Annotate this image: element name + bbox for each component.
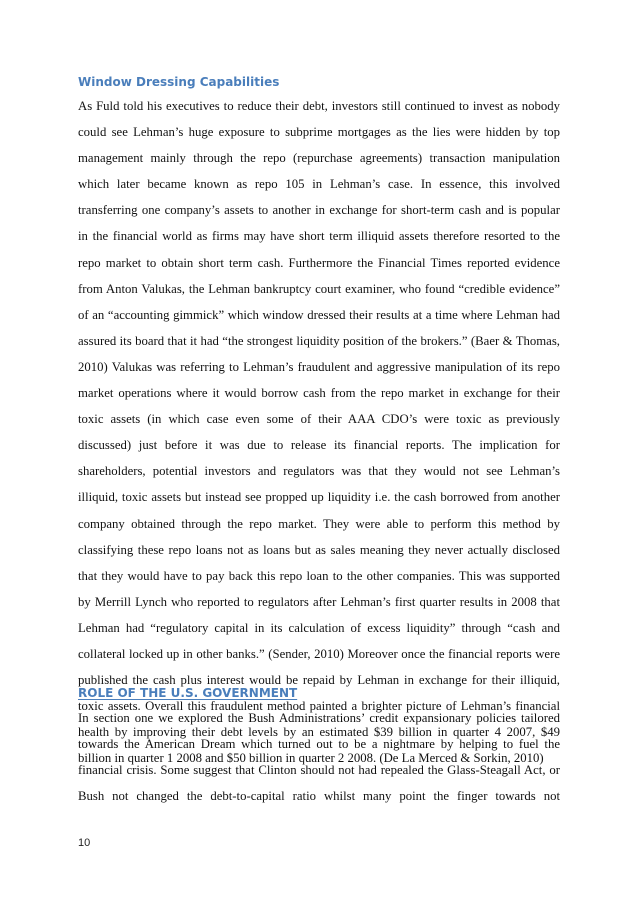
text-line: classifying these repo loans not as loans but as sales meaning they never actually disclosed	[78, 542, 560, 557]
text-line: health by improving their debt levels by an estimated $39 billion in quarter 4 2007, $49	[78, 725, 560, 740]
section-heading-window-dressing: Window Dressing Capabilities	[78, 75, 280, 89]
paragraph-us-government	[78, 705, 560, 809]
text-line: Lehman had “regulatory capital in its calculation of excess liquidity” through “cash and	[78, 620, 560, 635]
text-line: market operations where it would borrow cash from the repo market in exchange for their	[78, 386, 560, 401]
text-line: which later became known as repo 105 in Lehman’s case. In essence, this involved	[78, 177, 560, 192]
text-line: toxic assets (in which case even some of their AAA CDO’s were toxic as previously	[78, 412, 560, 427]
text-line: towards the American Dream which turned out to be a nightmare by helping to fuel the	[78, 737, 560, 752]
text-line: from Anton Valukas, the Lehman bankruptcy court examiner, who found “credible evidence”	[78, 281, 560, 296]
text-line: company obtained through the repo market. They were able to perform this method by	[78, 516, 560, 531]
text-line: in the financial world as firms may have short term illiquid assets therefore resorted to the	[78, 229, 560, 244]
text-line: assured its board that it had “the strongest liquidity position of the brokers.” (Baer & Thomas,	[78, 333, 560, 348]
text-line: toxic assets. Overall this fraudulent method painted a brighter picture of Lehman’s financial	[78, 699, 560, 714]
section-heading-us-government: ROLE OF THE U.S. GOVERNMENT	[78, 686, 298, 700]
text-line: repo market to obtain short term cash. Furthermore the Financial Times reported evidence	[78, 255, 560, 270]
text-line: of an “accounting gimmick” which window dressed their results at a time where Lehman had	[78, 307, 560, 322]
text-line: In section one we explored the Bush Administrations’ credit expansionary policies tailored	[78, 711, 560, 725]
text-line: collateral locked up in other banks.” (Sender, 2010) Moreover once the financial reports were	[78, 646, 560, 661]
text-line: that they would have to pay back this repo loan to the other companies. This was supported	[78, 568, 560, 583]
text-line: illiquid, toxic assets but instead see propped up liquidity i.e. the cash borrowed from another	[78, 490, 560, 505]
text-line: billion in quarter 1 2008 and $50 billion in quarter 2 2008. (De La Merced & Sorkin, 2010)	[78, 751, 544, 766]
text-line: could see Lehman’s huge exposure to subprime mortgages as the lies were hidden by top	[78, 125, 560, 140]
text-line: As Fuld told his executives to reduce their debt, investors still continued to invest as nobody	[78, 99, 560, 113]
text-line: 2010) Valukas was referring to Lehman’s fraudulent and aggressive manipulation of its repo	[78, 359, 560, 374]
text-line: transferring one company’s assets to another in exchange for short-term cash and is popular	[78, 203, 560, 218]
text-line: shareholders, potential investors and regulators was that they would not see Lehman’s	[78, 464, 560, 479]
text-line: management mainly through the repo (repurchase agreements) transaction manipulation	[78, 151, 560, 166]
text-line: discussed) just before it was due to release its financial reports. The implication for	[78, 438, 560, 453]
text-line: by Merrill Lynch who reported to regulators after Lehman’s first quarter results in 2008 that	[78, 594, 560, 609]
text-line: Bush not changed the debt-to-capital ratio whilst many point the finger towards not	[78, 789, 560, 804]
page-number: 10	[78, 837, 91, 849]
text-line: published the cash plus interest would be repaid by Lehman in exchange for their illiquid,	[78, 673, 560, 688]
paragraph-window-dressing	[78, 93, 560, 771]
text-line: financial crisis. Some suggest that Clinton should not had repealed the Glass-Steagall Act, or	[78, 763, 560, 778]
